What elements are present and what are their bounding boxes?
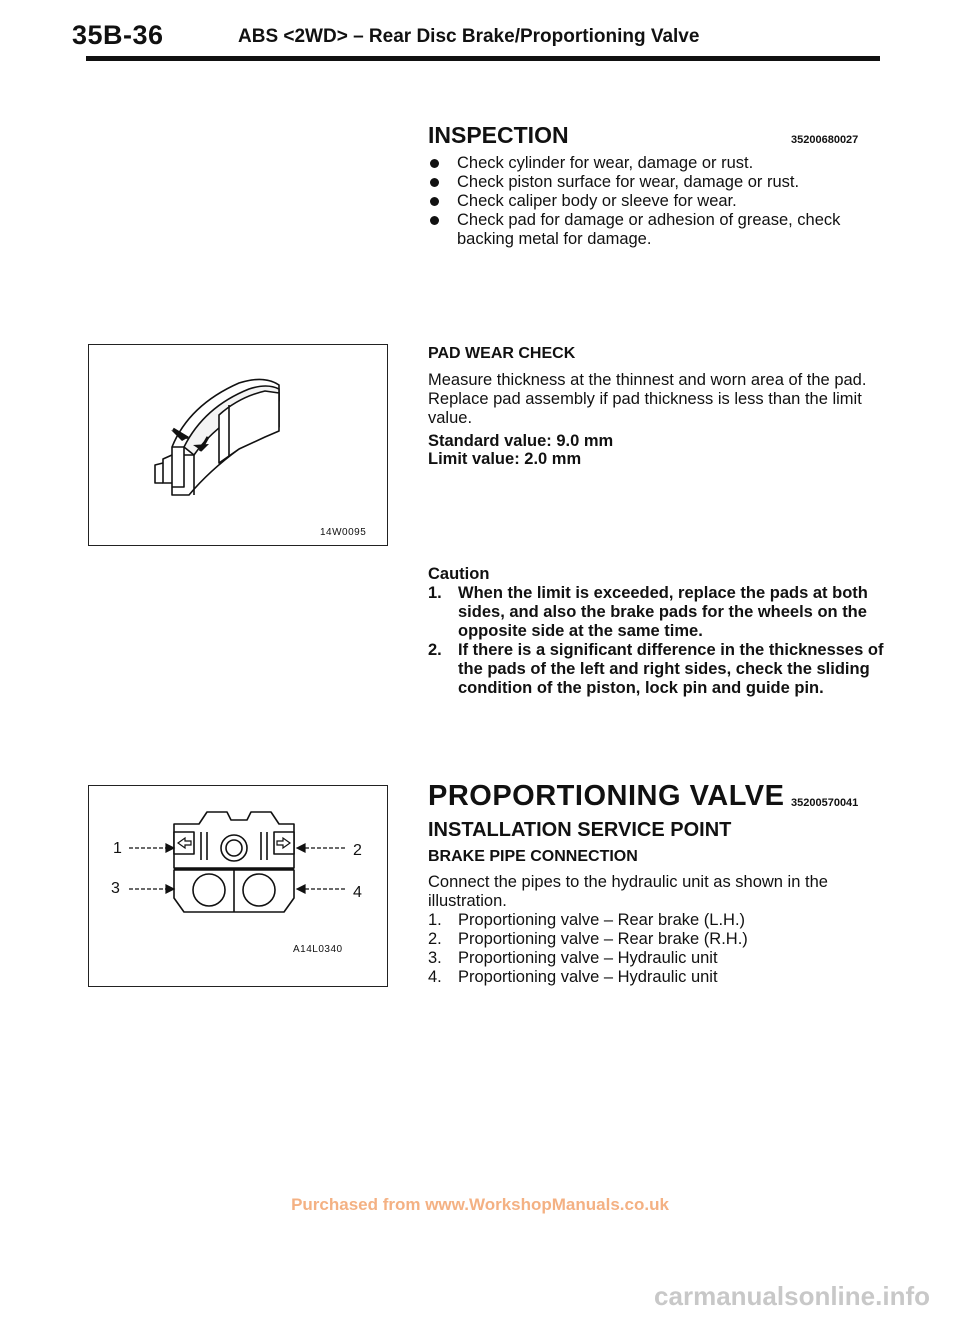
caution-item xyxy=(428,641,886,698)
installation-heading: INSTALLATION SERVICE POINT xyxy=(428,819,732,841)
inspection-item: Check pad for damage or adhesion of grease, check backing metal for damage. xyxy=(426,211,886,249)
list-item-text: Proportioning valve – Hydraulic unit xyxy=(458,968,718,986)
inspection-list xyxy=(426,154,886,249)
proportioning-valve-figure xyxy=(88,785,388,987)
header-rule xyxy=(86,56,880,61)
inspection-item: Check piston surface for wear, damage or rust. xyxy=(426,173,886,192)
list-item-text: Proportioning valve – Rear brake (L.H.) xyxy=(458,911,746,929)
brake-pad-illustration xyxy=(89,345,386,544)
page-number: 35B-36 xyxy=(72,20,164,50)
inspection-item: Check cylinder for wear, damage or rust. xyxy=(426,154,886,173)
caution-item-text: When the limit is exceeded, replace the pads at both sides, and also the brake pads for the wheels on the opposite side at the same time. xyxy=(458,584,868,640)
caution-item xyxy=(428,584,886,641)
brake-pad-figure xyxy=(88,344,388,546)
caution-item-number: 2. xyxy=(428,641,442,659)
callout-1: 1 xyxy=(113,840,122,857)
limit-value: Limit value: 2.0 mm xyxy=(428,450,582,468)
site-watermark: carmanualsonline.info xyxy=(654,1281,930,1311)
callout-4: 4 xyxy=(353,884,362,901)
callout-2: 2 xyxy=(353,842,362,859)
proportioning-valve-illustration xyxy=(89,786,386,985)
list-item-number: 4. xyxy=(428,968,442,986)
list-item xyxy=(428,949,886,968)
page-title: ABS <2WD> – Rear Disc Brake/Proportioning Valve xyxy=(238,26,700,47)
list-item-text: Proportioning valve – Hydraulic unit xyxy=(458,949,718,967)
list-item-number: 3. xyxy=(428,949,442,967)
caution-item-number: 1. xyxy=(428,584,442,602)
pad-wear-body: Measure thickness at the thinnest and worn area of the pad. Replace pad assembly if pad thickness is less than the limit value. xyxy=(428,371,867,427)
brake-pipe-heading: BRAKE PIPE CONNECTION xyxy=(428,848,638,865)
list-item-text: Proportioning valve – Rear brake (R.H.) xyxy=(458,930,748,948)
inspection-code: 35200680027 xyxy=(791,134,859,146)
proportioning-heading: PROPORTIONING VALVE xyxy=(428,780,785,812)
figure-code: A14L0340 xyxy=(293,944,343,955)
proportioning-code: 35200570041 xyxy=(791,797,859,809)
inspection-item: Check caliper body or sleeve for wear. xyxy=(426,192,886,211)
list-item xyxy=(428,968,886,987)
list-item-number: 2. xyxy=(428,930,442,948)
proportioning-body: Connect the pipes to the hydraulic unit as shown in the illustration. xyxy=(428,873,828,910)
caution-heading: Caution xyxy=(428,565,490,583)
list-item-number: 1. xyxy=(428,911,442,929)
proportioning-list xyxy=(428,911,886,987)
figure-code: 14W0095 xyxy=(320,527,367,538)
standard-value: Standard value: 9.0 mm xyxy=(428,432,614,450)
caution-list xyxy=(428,584,886,698)
pad-wear-heading: PAD WEAR CHECK xyxy=(428,345,576,362)
list-item xyxy=(428,911,886,930)
inspection-heading: INSPECTION xyxy=(428,122,569,148)
caution-item-text: If there is a significant difference in the thicknesses of the pads of the left and right sides, check the sliding condition of the piston, lock pin and guide pin. xyxy=(458,641,884,697)
callout-3: 3 xyxy=(111,880,120,897)
list-item xyxy=(428,930,886,949)
purchase-footer: Purchased from www.WorkshopManuals.co.uk xyxy=(291,1195,669,1214)
